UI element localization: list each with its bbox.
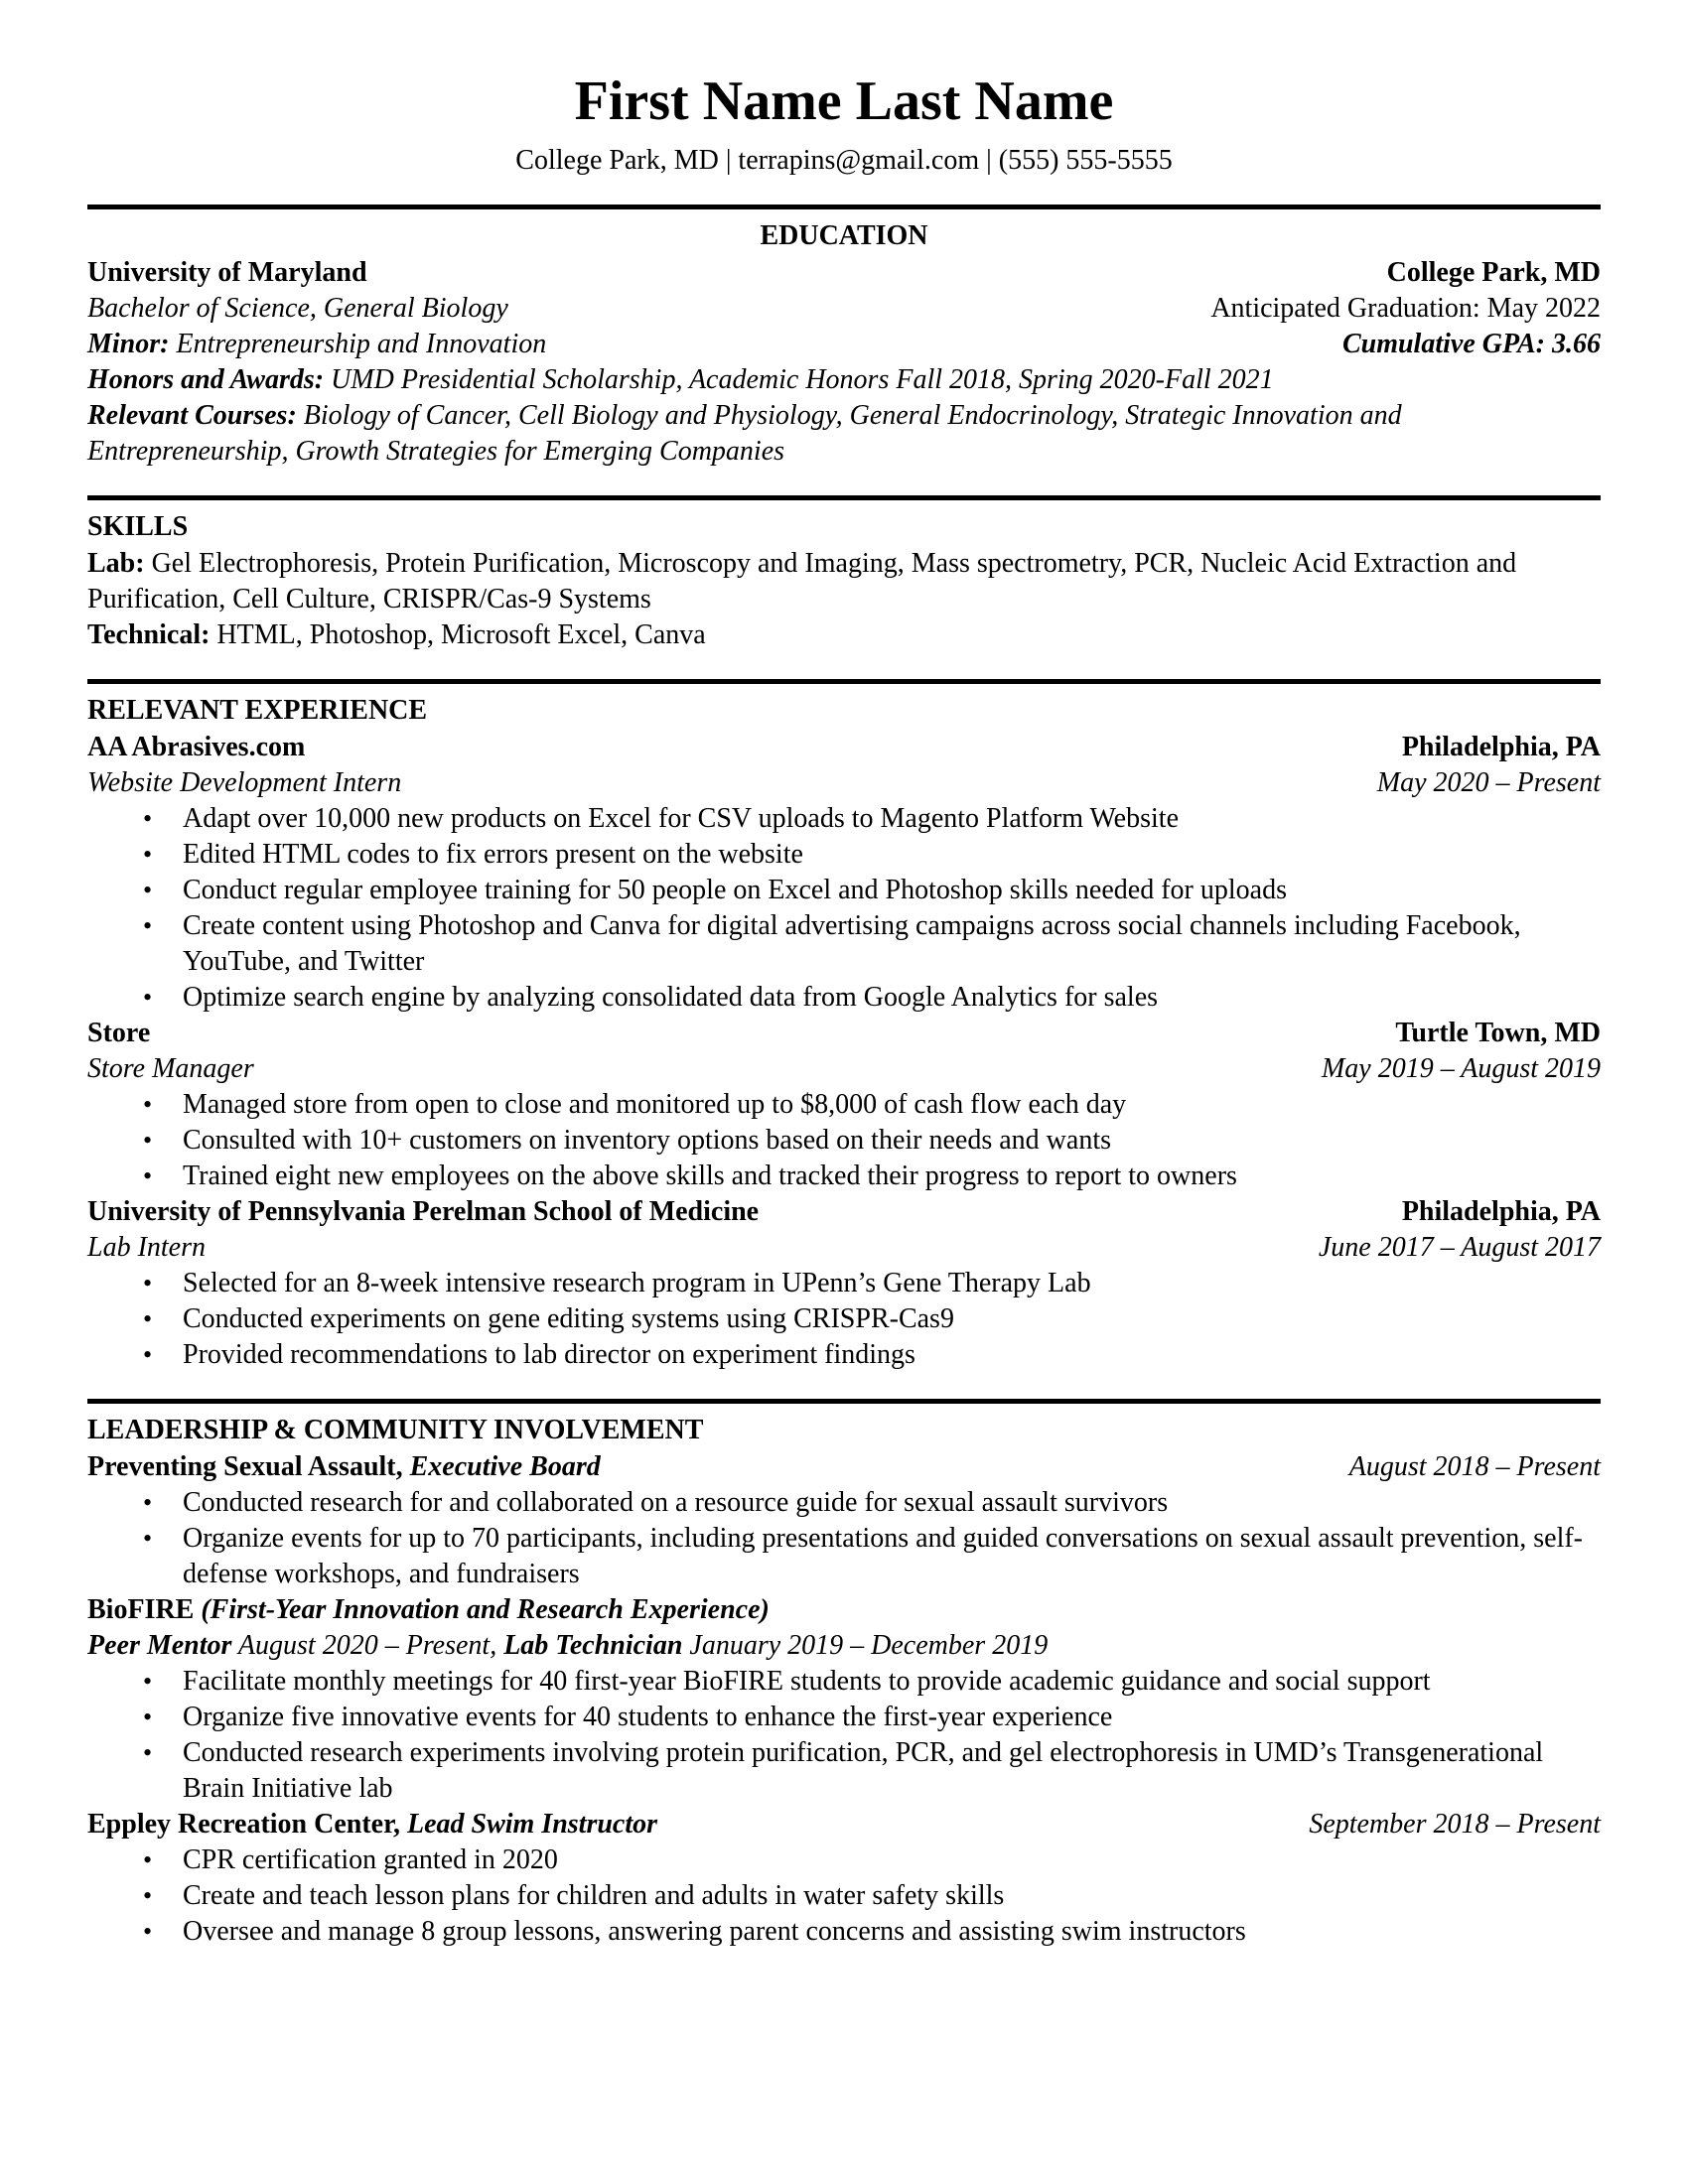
resume-header <box>87 69 1601 179</box>
honors-label: Honors and Awards: <box>87 364 325 395</box>
org-suffix: (First-Year Innovation and Research Experience) <box>194 1594 770 1625</box>
bullet-item: • Provided recommendations to lab director on experiment findings <box>183 1337 1601 1373</box>
org-role: Executive Board <box>402 1451 601 1482</box>
bullet-item: • Managed store from open to close and monitored up to $8,000 of cash flow each day <box>183 1087 1601 1123</box>
role-1-dates: August 2020 – Present, <box>231 1630 504 1661</box>
org-line <box>87 1449 601 1485</box>
leadership-entry <box>87 1592 1601 1807</box>
bullet-item: • Conducted research for and collaborated on a resource guide for sexual assault survivors <box>183 1485 1601 1521</box>
company-name: University of Pennsylvania Perelman School of Medicine <box>87 1196 760 1227</box>
gpa: Cumulative GPA: 3.66 <box>1341 329 1601 359</box>
leadership-header-row <box>87 1807 1601 1843</box>
leadership-heading: LEADERSHIP & COMMUNITY INVOLVEMENT <box>87 1415 704 1445</box>
org-name: Preventing Sexual Assault, <box>87 1451 403 1482</box>
leadership-bullets <box>87 1843 1601 1950</box>
bullet-item: • Conducted research experiments involving protein purification, PCR, and gel electrophoresis in UMD’s Transgenerational Brain Initiative lab <box>183 1735 1601 1807</box>
school-location: College Park, MD <box>1386 257 1601 288</box>
technical-label: Technical: <box>87 619 211 650</box>
courses-label: Relevant Courses: <box>87 400 297 431</box>
skills-heading: SKILLS <box>87 511 189 542</box>
honors-value: UMD Presidential Scholarship, Academic Honors Fall 2018, Spring 2020-Fall 2021 <box>324 364 1274 395</box>
company-location: Philadelphia, PA <box>1401 1196 1601 1227</box>
honors-line <box>87 362 1601 398</box>
contact-line: College Park, MD | terrapins@gmail.com | (555) 555-5555 <box>515 145 1173 176</box>
bullet-item: • Conducted experiments on gene editing systems using CRISPR-Cas9 <box>183 1301 1601 1337</box>
section-divider <box>87 495 1601 500</box>
minor <box>87 327 546 362</box>
bullet-item: • Organize five innovative events for 40 students to enhance the first-year experience <box>183 1700 1601 1735</box>
org-name: Eppley Recreation Center, <box>87 1809 400 1840</box>
minor-label: Minor: <box>87 329 170 359</box>
job-entry <box>87 1016 1601 1194</box>
lab-value: Gel Electrophoresis, Protein Purification, Microscopy and Imaging, Mass spectrometry, PCR, Nucleic Acid Extraction and Purification, Cell Culture, CRISPR/Cas-9 Systems <box>87 548 1517 614</box>
minor-value: Entrepreneurship and Innovation <box>169 329 547 359</box>
org-dates: August 2018 – Present <box>1348 1451 1601 1482</box>
job-dates: May 2020 – Present <box>1376 767 1601 798</box>
bullet-item: • Trained eight new employees on the above skills and tracked their progress to report to owners <box>183 1159 1601 1194</box>
bullet-item: • CPR certification granted in 2020 <box>183 1843 1601 1878</box>
section-education <box>87 205 1601 470</box>
job-entry <box>87 730 1601 1016</box>
bullet-item: • Optimize search engine by analyzing consolidated data from Google Analytics for sales <box>183 980 1601 1016</box>
job-title-row <box>87 1051 1601 1087</box>
company-name: AA Abrasives.com <box>87 732 306 762</box>
section-divider <box>87 679 1601 684</box>
org-dates: September 2018 – Present <box>1309 1809 1601 1840</box>
school-name: University of Maryland <box>87 257 367 288</box>
leadership-entry <box>87 1807 1601 1950</box>
job-title: Website Development Intern <box>87 767 402 798</box>
job-entry <box>87 1194 1601 1373</box>
company-location: Turtle Town, MD <box>1395 1018 1601 1048</box>
education-heading: EDUCATION <box>760 220 928 251</box>
role-1: Peer Mentor <box>87 1630 232 1661</box>
bullet-item: • Facilitate monthly meetings for 40 first-year BioFIRE students to provide academic guidance and social support <box>183 1664 1601 1700</box>
org-roles-line <box>87 1628 1601 1664</box>
education-degree-row <box>87 291 1601 327</box>
section-divider <box>87 1399 1601 1404</box>
leadership-header-row <box>87 1449 1601 1485</box>
courses-value: Biology of Cancer, Cell Biology and Physiology, General Endocrinology, Strategic Innovation and Entrepreneurship, Growth Strategies for Emerging Companies <box>87 400 1402 467</box>
role-2-dates: January 2019 – December 2019 <box>682 1630 1049 1661</box>
company-name: Store <box>87 1018 151 1048</box>
job-title-row <box>87 765 1601 801</box>
degree: Bachelor of Science, General Biology <box>87 293 508 324</box>
technical-skills-line <box>87 617 1601 653</box>
lab-label: Lab: <box>87 548 145 579</box>
org-line <box>87 1807 657 1843</box>
org-role: Lead Swim Instructor <box>399 1809 658 1840</box>
role-2: Lab Technician <box>503 1630 683 1661</box>
job-dates: June 2017 – August 2017 <box>1318 1232 1601 1263</box>
section-divider <box>87 205 1601 209</box>
job-bullets <box>87 801 1601 1016</box>
technical-value: HTML, Photoshop, Microsoft Excel, Canva <box>210 619 706 650</box>
graduation-date: Anticipated Graduation: May 2022 <box>1210 293 1601 324</box>
section-leadership <box>87 1399 1601 1950</box>
bullet-item: • Consulted with 10+ customers on inventory options based on their needs and wants <box>183 1123 1601 1159</box>
bullet-item: • Create content using Photoshop and Canva for digital advertising campaigns across social channels including Facebook, YouTube, and Twitter <box>183 908 1601 980</box>
job-bullets <box>87 1266 1601 1373</box>
section-skills <box>87 495 1601 653</box>
person-name: First Name Last Name <box>574 70 1114 132</box>
leadership-bullets <box>87 1664 1601 1807</box>
leadership-bullets <box>87 1485 1601 1592</box>
job-header-row <box>87 730 1601 765</box>
bullet-item: • Selected for an 8-week intensive research program in UPenn’s Gene Therapy Lab <box>183 1266 1601 1301</box>
job-header-row <box>87 1016 1601 1051</box>
bullet-item: • Create and teach lesson plans for children and adults in water safety skills <box>183 1878 1601 1914</box>
bullet-item: • Adapt over 10,000 new products on Excel for CSV uploads to Magento Platform Website <box>183 801 1601 837</box>
bullet-item: • Organize events for up to 70 participants, including presentations and guided conversations on sexual assault prevention, self-defense workshops, and fundraisers <box>183 1521 1601 1592</box>
section-experience <box>87 679 1601 1373</box>
job-title: Store Manager <box>87 1053 254 1084</box>
job-title: Lab Intern <box>87 1232 206 1263</box>
job-header-row <box>87 1194 1601 1230</box>
education-school-row <box>87 255 1601 291</box>
experience-heading: RELEVANT EXPERIENCE <box>87 695 428 726</box>
org-name: BioFIRE <box>87 1594 195 1625</box>
education-minor-row <box>87 327 1601 362</box>
courses-line <box>87 398 1601 470</box>
bullet-item: • Conduct regular employee training for 50 people on Excel and Photoshop skills needed for uploads <box>183 873 1601 908</box>
org-line <box>87 1592 1601 1628</box>
job-bullets <box>87 1087 1601 1194</box>
leadership-entry <box>87 1449 1601 1592</box>
company-location: Philadelphia, PA <box>1401 732 1601 762</box>
job-dates: May 2019 – August 2019 <box>1321 1053 1601 1084</box>
bullet-item: • Edited HTML codes to fix errors present on the website <box>183 837 1601 873</box>
lab-skills-line <box>87 546 1601 617</box>
bullet-item: • Oversee and manage 8 group lessons, answering parent concerns and assisting swim instructors <box>183 1914 1601 1950</box>
job-title-row <box>87 1230 1601 1266</box>
